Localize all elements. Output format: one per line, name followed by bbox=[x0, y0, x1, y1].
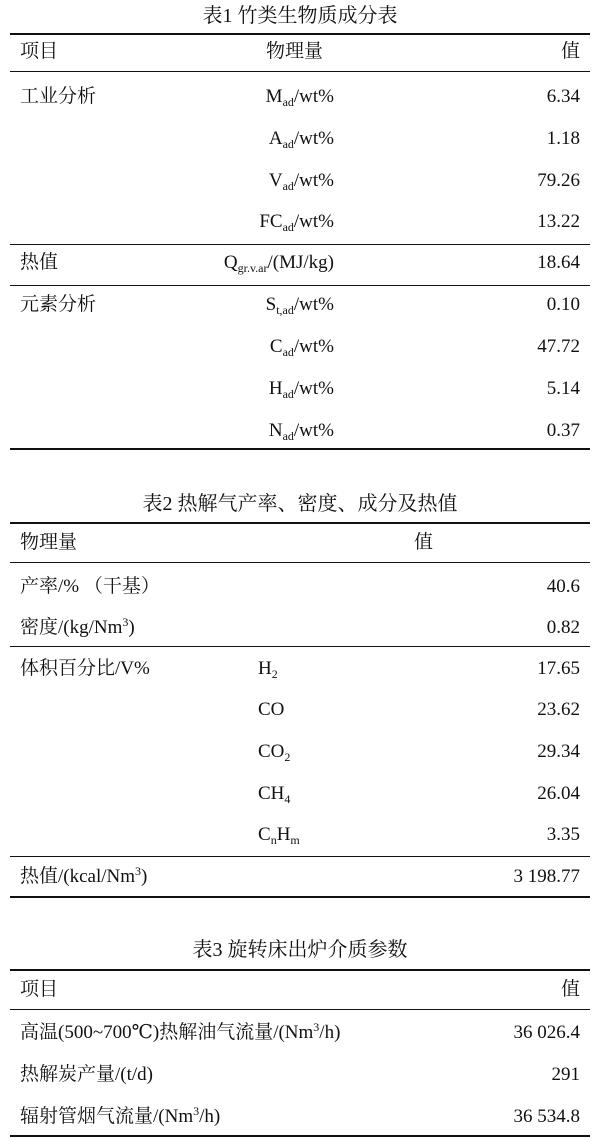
table1-header-item: 项目 bbox=[20, 41, 59, 62]
table2-density-label: 密度/(kg/Nm$^3$) bbox=[20, 615, 135, 638]
table1-quantity: $V_{ad}/wt\%$ bbox=[268, 170, 334, 193]
table1-group-rule bbox=[10, 244, 590, 245]
table2-top-rule bbox=[10, 522, 590, 524]
table1-caption: 表1 竹类生物质成分表 bbox=[202, 5, 398, 27]
table3-row-value: 36 026.4 bbox=[513, 1022, 580, 1043]
table1-group-rule bbox=[10, 285, 590, 286]
table2-component: $C_nH_m$ bbox=[258, 824, 300, 847]
table1-group-label: 元素分析 bbox=[20, 294, 97, 315]
table3-bottom-rule bbox=[10, 1135, 590, 1137]
table2-component-value: 23.62 bbox=[537, 699, 580, 720]
table1-value: 79.26 bbox=[537, 170, 580, 191]
table3-row-value: 36 534.8 bbox=[513, 1106, 580, 1127]
table1-group-label: 工业分析 bbox=[20, 86, 97, 107]
table1-value: 5.14 bbox=[546, 378, 580, 399]
table2-bottom-rule bbox=[10, 896, 590, 898]
table1-header-value: 值 bbox=[560, 41, 580, 62]
table2-yield-value: 40.6 bbox=[546, 576, 580, 597]
table1-header-rule bbox=[10, 71, 590, 72]
table2-group-rule bbox=[10, 856, 590, 857]
table1-value: 0.37 bbox=[546, 420, 580, 441]
table1-quantity: $A_{ad}/wt\%$ bbox=[268, 128, 334, 151]
table2-yield-label: 产率/% （干基） bbox=[20, 576, 160, 597]
table2-density-value: 0.82 bbox=[546, 617, 580, 638]
table1-top-rule bbox=[10, 33, 590, 35]
table2-volume-label: 体积百分比/V% bbox=[20, 658, 150, 679]
table2-component: $CH_4$ bbox=[258, 783, 291, 806]
table3-row-label: 辐射管烟气流量/(Nm$^3$/h) bbox=[20, 1104, 221, 1127]
table1-bottom-rule bbox=[10, 448, 590, 450]
table1-value: 1.18 bbox=[546, 128, 580, 149]
table3-row-label: 热解炭产量/(t/d) bbox=[20, 1064, 153, 1085]
table1-quantity: $FC_{ad}/wt\%$ bbox=[259, 211, 334, 234]
table2-component-value: 17.65 bbox=[537, 658, 580, 679]
table3-caption: 表3 旋转床出炉介质参数 bbox=[192, 939, 408, 961]
table3-row-value: 291 bbox=[551, 1064, 580, 1085]
table1-value: 47.72 bbox=[537, 336, 580, 357]
table2-heat-label: 热值/(kcal/Nm$^3$) bbox=[20, 864, 148, 887]
table2-component: $CO_2$ bbox=[258, 741, 291, 764]
table1-quantity: $C_{ad}/wt\%$ bbox=[269, 336, 334, 359]
table1-value: 18.64 bbox=[537, 252, 580, 273]
table1-quantity: $Q_{gr.v.ar}/(MJ/kg)$ bbox=[223, 252, 334, 275]
table2-heat-value: 3 198.77 bbox=[513, 866, 580, 887]
table1-quantity: $S_{t,ad}/wt\%$ bbox=[265, 294, 334, 317]
table2-header-rule bbox=[10, 562, 590, 563]
table3-row-label: 高温(500~700℃)热解油气流量/(Nm$^3$/h) bbox=[20, 1020, 341, 1043]
table2-header-value: 值 bbox=[414, 532, 434, 553]
table1-value: 6.34 bbox=[546, 86, 580, 107]
table1-quantity: $N_{ad}/wt\%$ bbox=[268, 420, 334, 443]
table2-group-rule bbox=[10, 646, 590, 647]
table1-quantity: $M_{ad}/wt\%$ bbox=[265, 86, 334, 109]
table1-header-quantity: 物理量 bbox=[266, 41, 324, 62]
table2-header-quantity: 物理量 bbox=[20, 532, 78, 553]
table2-component: CO bbox=[258, 699, 285, 720]
table3-header-rule bbox=[10, 1009, 590, 1010]
table3-header-item: 项目 bbox=[20, 979, 59, 1000]
table3-top-rule bbox=[10, 969, 590, 971]
table1-value: 0.10 bbox=[546, 294, 580, 315]
table1-quantity: $H_{ad}/wt\%$ bbox=[268, 378, 334, 401]
table2-caption: 表2 热解气产率、密度、成分及热值 bbox=[142, 493, 458, 515]
table2-component-value: 26.04 bbox=[537, 783, 580, 804]
table2-component-value: 29.34 bbox=[537, 741, 580, 762]
table1-value: 13.22 bbox=[537, 211, 580, 232]
table2-component-value: 3.35 bbox=[546, 824, 580, 845]
table1-group-label: 热值 bbox=[20, 252, 59, 273]
table3-header-value: 值 bbox=[560, 979, 580, 1000]
table2-component: $H_2$ bbox=[258, 658, 278, 681]
